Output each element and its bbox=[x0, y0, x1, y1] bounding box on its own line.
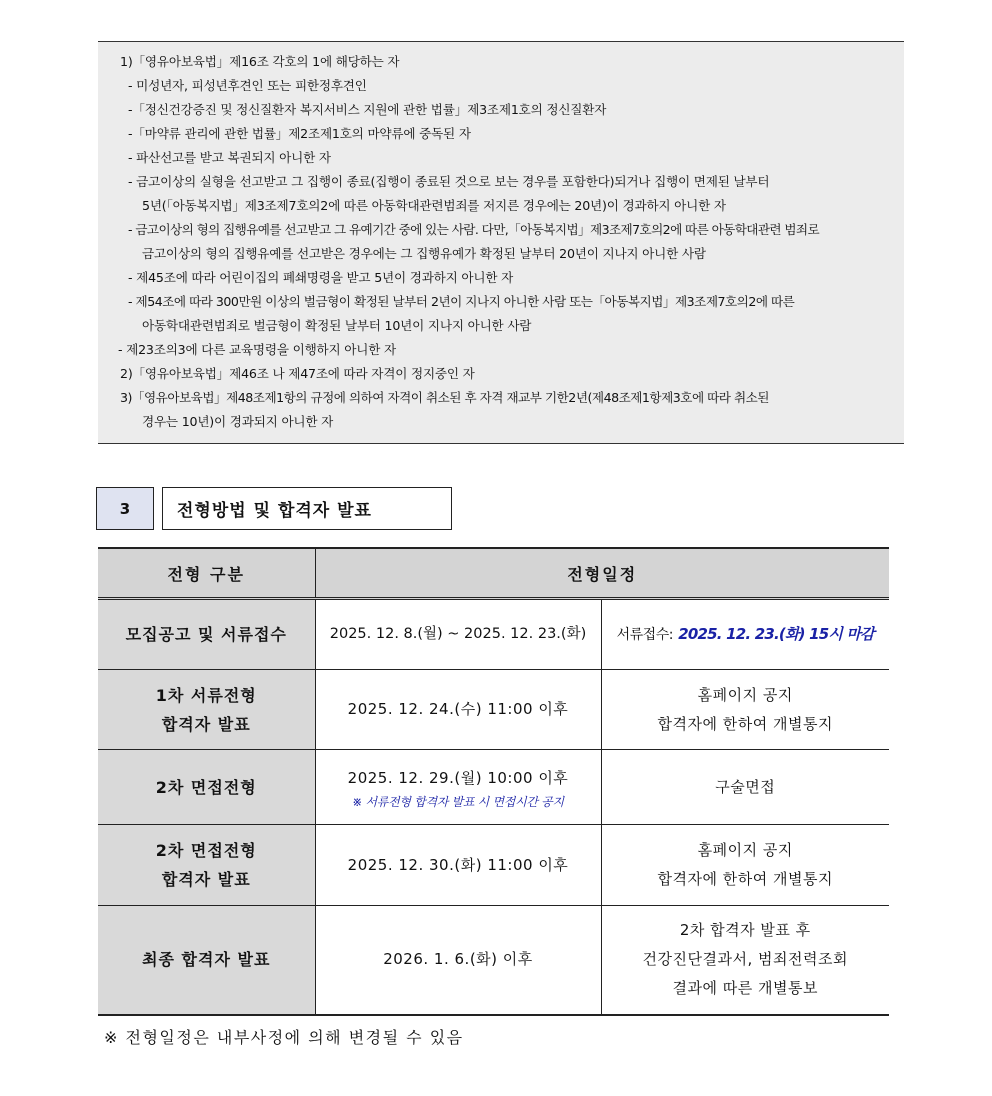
notice-line: - 미성년자, 피성년후견인 또는 피한정후견인 bbox=[128, 78, 367, 93]
date-line: 2025. 12. 29.(월) 10:00 이후 bbox=[347, 768, 569, 787]
notice-line: 3)「영유아보육법」제48조제1항의 규정에 의하여 자격이 취소된 후 자격 재교부 기한2년(제48조제1항제3호에 따라 취소된 bbox=[120, 390, 769, 405]
row-date: 2026. 1. 6.(화) 이후 bbox=[315, 906, 601, 1015]
disqualification-notice-box bbox=[98, 41, 904, 444]
deadline-value: 2025. 12. 23.(화) 15시 마감 bbox=[678, 624, 874, 643]
notice-line: - 파산선고를 받고 복권되지 아니한 자 bbox=[128, 150, 331, 165]
row-date bbox=[315, 750, 601, 825]
header-category: 전형 구분 bbox=[98, 548, 315, 599]
notice-line: - 제45조에 따라 어린이집의 폐쇄명령을 받고 5년이 경과하지 아니한 자 bbox=[128, 270, 514, 285]
note-line: 건강진단결과서, 범죄전력조회 bbox=[642, 950, 848, 969]
row-category: 2차 면접전형 bbox=[98, 750, 315, 825]
notice-line: -「마약류 관리에 관한 법률」제2조제1호의 마약류에 중독된 자 bbox=[128, 126, 471, 141]
note-line: 2차 합격자 발표 후 bbox=[679, 921, 811, 940]
row-date: 2025. 12. 30.(화) 11:00 이후 bbox=[315, 825, 601, 906]
category-line: 2차 면접전형 bbox=[155, 841, 257, 860]
table-header-row bbox=[98, 548, 889, 599]
section-title: 전형방법 및 합격자 발표 bbox=[162, 487, 452, 530]
notice-line: 2)「영유아보육법」제46조 나 제47조에 따라 자격이 정지중인 자 bbox=[120, 366, 475, 381]
table-row bbox=[98, 670, 889, 750]
table-row bbox=[98, 825, 889, 906]
notice-line: 1)「영유아보육법」제16조 각호의 1에 해당하는 자 bbox=[120, 54, 400, 69]
row-category bbox=[98, 825, 315, 906]
notice-line: 금고이상의 형의 집행유예를 선고받은 경우에는 그 집행유예가 확정된 날부터 20년이 지나지 아니한 사람 bbox=[142, 246, 706, 261]
notice-line: - 제23조의3에 다른 교육명령을 이행하지 아니한 자 bbox=[118, 342, 396, 357]
notice-line: 경우는 10년)이 경과되지 아니한 자 bbox=[142, 414, 334, 429]
row-note bbox=[601, 670, 889, 750]
note-line: 합격자에 한하여 개별통지 bbox=[657, 714, 833, 733]
note-line: 결과에 따른 개별통보 bbox=[672, 979, 818, 998]
deadline-label: 서류접수: bbox=[616, 626, 673, 643]
row-deadline bbox=[601, 599, 889, 670]
row-category: 모집공고 및 서류접수 bbox=[98, 599, 315, 670]
schedule-change-footnote: ※ 전형일정은 내부사정에 의해 변경될 수 있음 bbox=[104, 1028, 464, 1047]
category-line: 합격자 발표 bbox=[161, 870, 251, 889]
notice-line: 아동학대관련범죄로 벌금형이 확정된 날부터 10년이 지나지 아니한 사람 bbox=[142, 318, 532, 333]
table-row bbox=[98, 750, 889, 825]
row-category: 최종 합격자 발표 bbox=[98, 906, 315, 1015]
note-line: 홈페이지 공지 bbox=[697, 841, 793, 859]
note-line: 합격자에 한하여 개별통지 bbox=[657, 870, 833, 888]
row-note bbox=[601, 906, 889, 1015]
notice-line: -「정신건강증진 및 정신질환자 복지서비스 지원에 관한 법률」제3조제1호의 정신질환자 bbox=[128, 102, 607, 117]
section-number: 3 bbox=[96, 487, 154, 530]
table-row bbox=[98, 906, 889, 1015]
row-note: 구술면접 bbox=[601, 750, 889, 825]
notice-line: - 금고이상의 실형을 선고받고 그 집행이 종료(집행이 종료된 것으로 보는 경우를 포함한다)되거나 집행이 면제된 날부터 bbox=[128, 174, 770, 189]
selection-schedule-table bbox=[98, 547, 889, 1016]
table-row bbox=[98, 599, 889, 670]
row-date: 2025. 12. 8.(월) ~ 2025. 12. 23.(화) bbox=[315, 599, 601, 670]
interview-time-note: ※ 서류전형 합격자 발표 시 면접시간 공지 bbox=[352, 794, 564, 809]
header-schedule: 전형일정 bbox=[315, 548, 889, 599]
row-category bbox=[98, 670, 315, 750]
category-line: 1차 서류전형 bbox=[155, 685, 257, 705]
category-line: 합격자 발표 bbox=[161, 714, 251, 734]
notice-line: - 제54조에 따라 300만원 이상의 벌금형이 확정된 날부터 2년이 지나지 아니한 사람 또는「아동복지법」제3조제7호의2에 따른 bbox=[128, 294, 795, 309]
notice-line: 5년(「아동복지법」제3조제7호의2에 따른 아동학대관련범죄를 저지른 경우에는 20년)이 경과하지 아니한 자 bbox=[142, 198, 726, 213]
notice-line: - 금고이상의 형의 집행유예를 선고받고 그 유예기간 중에 있는 사람. 다만,「아동복지법」제3조제7호의2에 따른 아동학대관련 범죄로 bbox=[128, 222, 820, 237]
row-note bbox=[601, 825, 889, 906]
row-date: 2025. 12. 24.(수) 11:00 이후 bbox=[315, 670, 601, 750]
note-line: 홈페이지 공지 bbox=[697, 685, 793, 704]
